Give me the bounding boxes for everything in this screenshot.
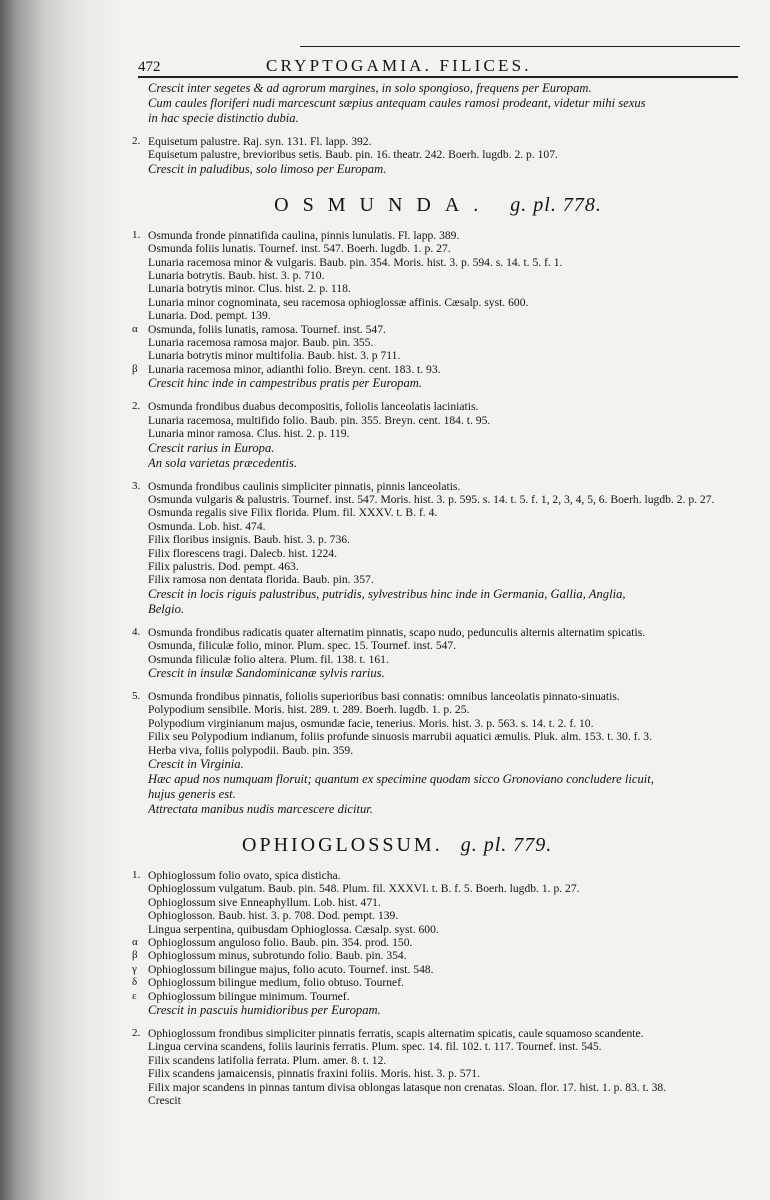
entry-text: Lunaria minor ramosa. Clus. hist. 2. p. 119. <box>148 427 350 441</box>
entry-text: Ophioglossum minus, subrotundo folio. Baub. pin. 354. <box>148 949 407 963</box>
entry-line <box>132 730 744 743</box>
entry-text: Osmunda frondibus caulinis simpliciter pinnatis, pinnis lanceolatis. <box>148 479 461 493</box>
genus-name: OSMUNDA. <box>274 193 493 216</box>
entry-text: Lunaria racemosa, multifido folio. Baub. pin. 355. Breyn. cent. 184. t. 95. <box>148 413 491 427</box>
entry-marker: 2. <box>132 400 141 413</box>
entry-line <box>132 923 744 936</box>
habitat-note <box>132 602 744 617</box>
entry-line <box>132 703 744 716</box>
entry-line <box>132 717 744 730</box>
entry-line <box>132 1094 744 1107</box>
entry-line <box>132 363 744 376</box>
entry-text: Lunaria botrytis minor multifolia. Baub. hist. 3. p 711. <box>148 349 401 363</box>
genus-heading <box>132 177 744 229</box>
entry-text: Ophioglossum bilingue minimum. Tournef. <box>148 989 350 1003</box>
habitat-note <box>132 162 744 177</box>
entry-text: Filix seu Polypodium indianum, foliis profunde sinuosis marrubii aquatici æmulis. Pluk. alm. 153. t. 30. f. 3. <box>148 730 652 744</box>
entry-text: hujus generis est. <box>148 787 236 801</box>
entry-line <box>132 282 744 295</box>
entry-marker: 3. <box>132 479 141 492</box>
entry-line <box>132 896 744 909</box>
block-spacer <box>132 126 744 135</box>
habitat-note <box>132 787 744 802</box>
habitat-note <box>132 441 744 456</box>
habitat-note <box>132 757 744 772</box>
entry-marker: 1. <box>132 869 141 881</box>
entry-text: Filix major scandens in pinnas tantum divisa oblongas latasque non crenatas. Sloan. flor. 17. hist. 1. p. 83. t. 38. <box>148 1080 667 1094</box>
page-body <box>132 81 744 1196</box>
entry-text: Polypodium sensibile. Moris. hist. 289. t. 289. Boerh. lugdb. 1. p. 25. <box>148 703 470 717</box>
entry-text: Ophioglosson. Baub. hist. 3. p. 708. Dod. pempt. 139. <box>148 909 399 923</box>
entry-line <box>132 400 744 413</box>
entry-line <box>132 963 744 976</box>
habitat-note <box>132 81 744 96</box>
entry-text: Polypodium virginianum majus, osmundæ facie, tenerius. Moris. hist. 3. p. 563. s. 14. t. 2. f. 10. <box>148 716 594 730</box>
entry-line <box>132 269 744 282</box>
entry-line <box>132 936 744 949</box>
entry-marker: 4. <box>132 625 141 638</box>
entry-text: Hæc apud nos numquam floruit; quantum ex specimine quodam sicco Gronoviano concludere licuit, <box>148 772 654 786</box>
entry-text: Ophioglossum folio ovato, spica disticha. <box>148 869 341 882</box>
entry-text: Lunaria botrytis minor. Clus. hist. 2. p. 118. <box>148 282 351 296</box>
entry-line <box>132 148 744 161</box>
entry-line <box>132 336 744 349</box>
habitat-note <box>132 96 744 111</box>
entry-text: Ophioglossum bilingue majus, folio acuto. Tournef. inst. 548. <box>148 962 434 976</box>
entry-marker: 2. <box>132 135 141 147</box>
entry-text: Osmunda filiculæ folio altera. Plum. fil. 138. t. 161. <box>148 652 389 666</box>
entry-line <box>132 639 744 652</box>
entry-marker: ε <box>132 989 137 1002</box>
entry-text: Filix florescens tragi. Dalecb. hist. 1224. <box>148 546 338 560</box>
entry-line <box>132 135 744 148</box>
entry-text: Filix palustris. Dod. pempt. 463. <box>148 559 299 573</box>
entry-line <box>132 744 744 757</box>
habitat-note <box>132 772 744 787</box>
entry-line <box>132 1081 744 1094</box>
entry-line <box>132 480 744 493</box>
entry-text: Crescit in pascuis humidioribus per Europam. <box>148 1003 381 1018</box>
genus-name: OPHIOGLOSSUM. <box>242 834 443 856</box>
entry-marker: δ <box>132 976 138 989</box>
entry-text: Herba viva, foliis polypodii. Baub. pin. 359. <box>148 743 354 757</box>
habitat-note <box>132 587 744 602</box>
entry-text: Attrectata manibus nudis marcescere dicitur. <box>148 802 373 816</box>
entry-line <box>132 309 744 322</box>
page-header <box>138 52 738 78</box>
page-number: 472 <box>138 59 161 75</box>
genus-heading <box>132 817 744 869</box>
entry-line <box>132 560 744 573</box>
entry-text: Cum caules floriferi nudi marcescunt sæpius antequam caules ramosi prodeant, videtur mihi sexus <box>148 96 646 110</box>
entry-text: An sola varietas præcedentis. <box>148 455 298 470</box>
block-spacer <box>132 1018 744 1027</box>
running-head: CRYPTOGAMIA. FILICES. <box>266 56 532 75</box>
entry-text: Osmunda. Lob. hist. 474. <box>148 519 266 533</box>
entry-text: Crescit in paludibus, solo limoso per Europam. <box>148 161 387 176</box>
habitat-note <box>132 666 744 681</box>
entry-line <box>132 242 744 255</box>
entry-text: Lunaria racemosa minor & vulgaris. Baub. pin. 354. Moris. hist. 3. p. 594. s. 14. t. 5. f. 1. <box>148 255 563 269</box>
entry-line <box>132 414 744 427</box>
entry-line <box>132 653 744 666</box>
header-rule <box>300 46 740 47</box>
entry-line <box>132 296 744 309</box>
genus-reference: g. pl. 778. <box>510 193 602 216</box>
entry-text: Equisetum palustre. Raj. syn. 131. Fl. lapp. 392. <box>148 135 372 148</box>
entry-marker: β <box>132 362 138 375</box>
entry-text: Lunaria. Dod. pempt. 139. <box>148 309 271 323</box>
entry-marker: α <box>132 936 138 949</box>
entry-text: in hac specie distinctio dubia. <box>148 111 299 125</box>
entry-text: Osmunda, filiculæ folio, minor. Plum. spec. 15. Tournef. inst. 547. <box>148 639 457 653</box>
entry-line <box>132 690 744 703</box>
block-spacer <box>132 471 744 480</box>
entry-text: Ophioglossum frondibus simpliciter pinnatis ferratis, scapis alternatim spicatis, caule squamoso scandente. <box>148 1027 644 1041</box>
entry-text: Osmunda fronde pinnatifida caulina, pinnis lunulatis. Fl. lapp. 389. <box>148 228 460 242</box>
entry-line <box>132 909 744 922</box>
entry-text: Crescit in locis riguis palustribus, putridis, sylvestribus hinc inde in Germania, Gallia, Anglia, <box>148 586 626 601</box>
entry-text: Ophioglossum vulgatum. Baub. pin. 548. Plum. fil. XXXVI. t. B. f. 5. Boerh. lugdb. 1. p. 27. <box>148 882 580 896</box>
entry-text: Filix scandens jamaicensis, pinnatis fraxini foliis. Moris. hist. 3. p. 571. <box>148 1067 481 1081</box>
block-spacer <box>132 681 744 690</box>
habitat-note <box>132 802 744 817</box>
entry-line <box>132 976 744 989</box>
entry-line <box>132 256 744 269</box>
entry-line <box>132 1054 744 1067</box>
entry-line <box>132 229 744 242</box>
entry-line <box>132 533 744 546</box>
entry-text: Lunaria racemosa minor, adianthi folio. Breyn. cent. 183. t. 93. <box>148 362 441 376</box>
entry-text: Lingua serpentina, quibusdam Ophioglossa. Cæsalp. syst. 600. <box>148 922 439 936</box>
entry-line <box>132 323 744 336</box>
entry-line <box>132 949 744 962</box>
entry-marker: 2. <box>132 1027 141 1040</box>
entry-line <box>132 493 744 506</box>
entry-line <box>132 520 744 533</box>
entry-line <box>132 882 744 895</box>
habitat-note <box>132 376 744 391</box>
entry-line <box>132 1027 744 1040</box>
block-spacer <box>132 617 744 626</box>
entry-text: Osmunda frondibus duabus decompositis, foliolis lanceolatis laciniatis. <box>148 400 479 414</box>
entry-text: Belgio. <box>148 601 185 616</box>
entry-marker: 5. <box>132 689 141 702</box>
entry-text: Osmunda regalis sive Filix florida. Plum. fil. XXXV. t. B. f. 4. <box>148 506 438 520</box>
entry-line <box>132 349 744 362</box>
entry-marker: α <box>132 322 138 335</box>
entry-text: Crescit rarius in Europa. <box>148 440 275 455</box>
entry-line <box>132 990 744 1003</box>
entry-text: Osmunda frondibus radicatis quater alternatim pinnatis, scapo nudo, pedunculis alternis alternatim spicatis. <box>148 625 646 639</box>
entry-text: Filix ramosa non dentata florida. Baub. pin. 357. <box>148 573 374 587</box>
habitat-note <box>132 111 744 126</box>
entry-text: Crescit in Virginia. <box>148 757 244 771</box>
entry-text: Lunaria racemosa ramosa major. Baub. pin. 355. <box>148 336 374 350</box>
entry-line <box>132 869 744 882</box>
entry-text: Lingua cervina scandens, foliis laurinis ferratis. Plum. spec. 14. fil. 102. t. 117. Tournef. inst. 545. <box>148 1040 602 1054</box>
entry-marker: β <box>132 949 138 962</box>
genus-reference: g. pl. 779. <box>460 834 553 856</box>
entry-text: Osmunda foliis lunatis. Tournef. inst. 547. Boerh. lugdb. 1. p. 27. <box>148 242 451 256</box>
entry-text: Equisetum palustre, brevioribus setis. Baub. pin. 16. theatr. 242. Boerh. lugdb. 2. p. 107. <box>148 148 558 162</box>
entry-line <box>132 1067 744 1080</box>
entry-text: Filix floribus insignis. Baub. hist. 3. p. 736. <box>148 533 350 547</box>
habitat-note <box>132 1003 744 1018</box>
entry-line <box>132 506 744 519</box>
entry-line <box>132 573 744 586</box>
entry-text: Osmunda vulgaris & palustris. Tournef. inst. 547. Moris. hist. 3. p. 595. s. 14. t. 5. f. 1, 2, 3, 4, 5, 6. Boerh. lugdb. 2. p. 27. <box>148 492 715 506</box>
entry-text: Crescit inter segetes & ad agrorum margines, in solo spongioso, frequens per Europam. <box>148 81 592 95</box>
block-spacer <box>132 391 744 400</box>
entry-text: Lunaria minor cognominata, seu racemosa ophioglossæ affinis. Cæsalp. syst. 600. <box>148 295 529 309</box>
entry-text: Ophioglossum bilingue medium, folio obtuso. Tournef. <box>148 976 404 990</box>
entry-text: Crescit in insulæ Sandominicanæ sylvis rarius. <box>148 665 385 680</box>
entry-text: Crescit <box>148 1094 181 1108</box>
habitat-note <box>132 456 744 471</box>
entry-line <box>132 547 744 560</box>
entry-text: Ophioglossum sive Enneaphyllum. Lob. hist. 471. <box>148 895 381 909</box>
entry-text: Ophioglossum angulosо folio. Baub. pin. 354. prod. 150. <box>148 936 413 950</box>
entry-text: Lunaria botrytis. Baub. hist. 3. p. 710. <box>148 269 325 283</box>
entry-line <box>132 1040 744 1053</box>
entry-text: Filix scandens latifolia ferrata. Plum. amer. 8. t. 12. <box>148 1053 387 1067</box>
book-binding-shadow <box>0 0 118 1200</box>
entry-line <box>132 626 744 639</box>
entry-marker: 1. <box>132 228 141 241</box>
entry-text: Crescit hinc inde in campestribus pratis per Europam. <box>148 376 423 391</box>
entry-line <box>132 427 744 440</box>
entry-text: Osmunda, foliis lunatis, ramosa. Tournef. inst. 547. <box>148 322 386 336</box>
entry-text: Osmunda frondibus pinnatis, foliolis superioribus basi connatis: omnibus lanceolatis pinnato-sinuatis. <box>148 689 620 703</box>
entry-marker: γ <box>132 962 137 975</box>
